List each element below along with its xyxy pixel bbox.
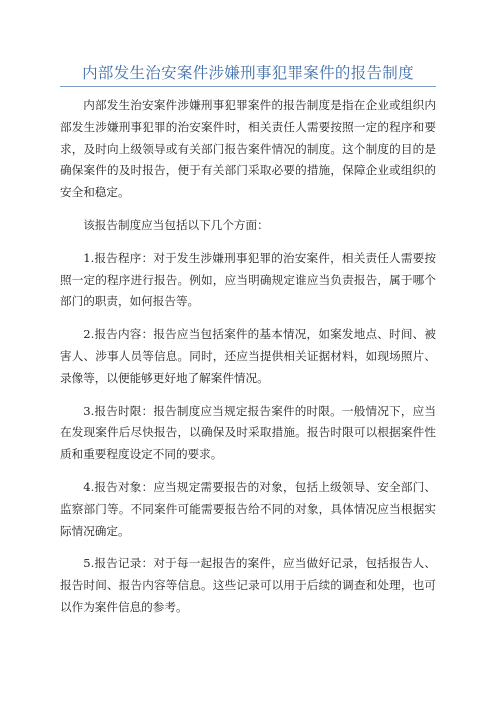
paragraph-intro: 内部发生治安案件涉嫌刑事犯罪案件的报告制度是指在企业或组织内部发生涉嫌刑事犯罪的治安案件时，相关责任人需要按照一定的程序和要求，及时向上级领导或有关部门报告案件情况的制度。这个制度的目的是确保案件的及时报告，便于有关部门采取必要的措施，保障企业或组织的安全和稳定。 bbox=[60, 98, 436, 200]
title-underline bbox=[60, 86, 436, 87]
document-title: 内部发生治安案件涉嫌刑事犯罪案件的报告制度 bbox=[82, 64, 414, 82]
paragraph-report-deadline: 3.报告时限：报告制度应当规定报告案件的时限。一般情况下，应当在发现案件后尽快报告，以确保及时采取措施。报告时限可以根据案件性质和重要程度设定不同的要求。 bbox=[60, 403, 436, 462]
paragraph-report-recipients: 4.报告对象：应当规定需要报告的对象，包括上级领导、安全部门、监察部门等。不同案件可能需要报告给不同的对象，具体情况应当根据实际情况确定。 bbox=[60, 479, 436, 538]
paragraph-aspects-lead: 该报告制度应当包括以下几个方面： bbox=[83, 217, 269, 232]
document-body bbox=[60, 95, 436, 630]
paragraph-report-content: 2.报告内容：报告应当包括案件的基本情况，如案发地点、时间、被害人、涉事人员等信息。同时，还应当提供相关证据材料，如现场照片、录像等，以便能够更好地了解案件情况。 bbox=[60, 327, 436, 385]
paragraph-report-records: 5.报告记录：对于每一起报告的案件，应当做好记录，包括报告人、报告时间、报告内容等信息。这些记录可以用于后续的调查和处理，也可以作为案件信息的参考。 bbox=[60, 556, 436, 614]
paragraph-report-procedure: 1.报告程序：对于发生涉嫌刑事犯罪的治安案件，相关责任人需要按照一定的程序进行报告。例如，应当明确规定谁应当负责报告，属于哪个部门的职责，如何报告等。 bbox=[60, 250, 436, 309]
